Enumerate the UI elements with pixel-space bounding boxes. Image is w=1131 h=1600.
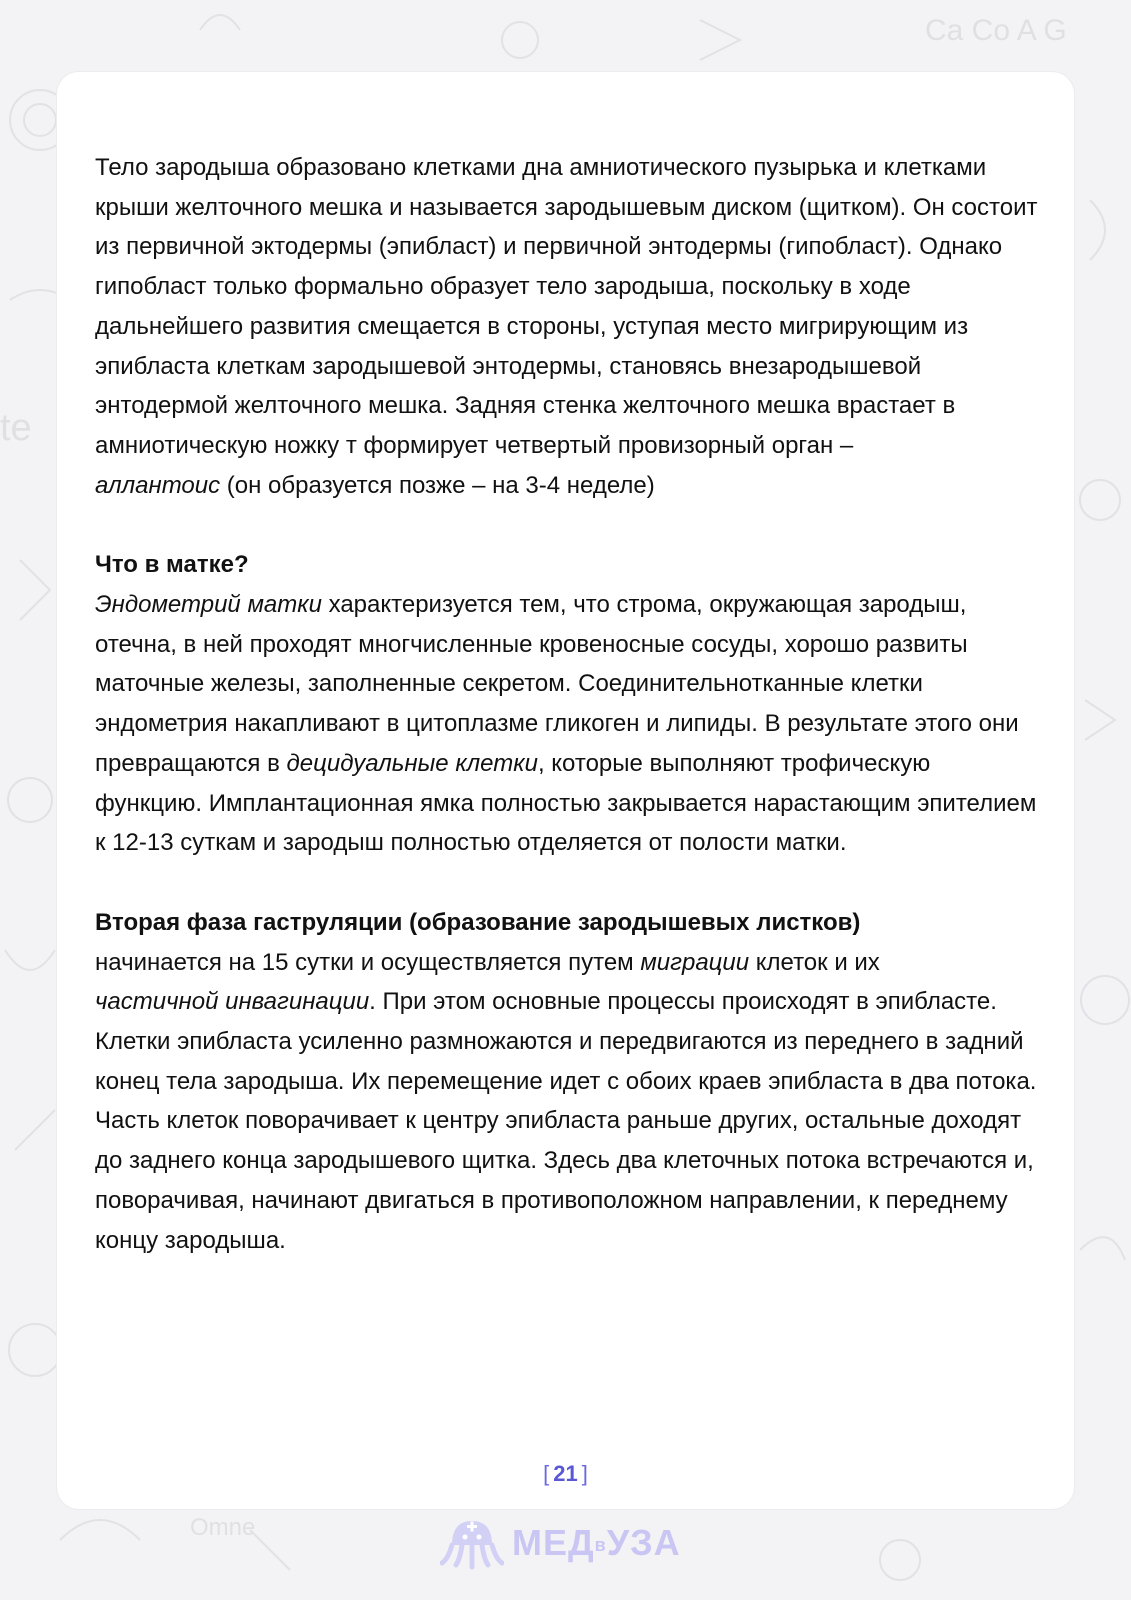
paragraph-gastrulation-text: начинается на 15 сутки и осуществляется путем [95, 948, 641, 976]
page-card [57, 72, 1074, 1509]
spacer [95, 863, 1040, 903]
spacer [95, 505, 1040, 545]
paragraph-embryo-body-text: Тело зародыша образовано клетками дна амниотического пузырька и клетками крыши желточного мешка и называется зародышевым диском (щитком). Он состоит из первичной эктодермы (эпибласт) и первичной энтодермы (гипобласт). Однако гипобласт только формально образует тело зародыша, поскольку в ходе дальнейшего развития смещается в стороны, уступая место мигрирующим из эпибласта клеткам зародышевой энтодермы, становясь внезародышевой энтодермой желточного мешка. Задняя стенка желточного мешка врастает в амниотическую ножку т формирует четвертый провизорный орган – [95, 154, 1038, 459]
logo-part-uza: УЗА [606, 1522, 681, 1563]
page-number [57, 1461, 1074, 1487]
page-number-close-bracket: ] [581, 1461, 588, 1486]
term-allantois: аллантоис [95, 471, 221, 499]
page-number-open-bracket: [ [543, 1461, 550, 1486]
paragraph-uterus-text: характеризуется тем, что строма, окружающая зародыш, отечна, в ней проходят многчисленные кровеносные сосуды, хорошо развиты маточные железы, заполненные секретом. Соединительнотканные клетки эндометрия накапливают в цитоплазме гликоген и липиды. В результате этого они превращаются в [95, 591, 1019, 777]
paragraph-gastrulation [95, 943, 1040, 1261]
paragraph-gastrulation-tail: . При этом основные процессы происходят в эпибласте. Клетки эпибласта усиленно размножаются и передвигаются из переднего в задний конец тела зародыша. Их перемещение идет с обоих краев эпибласта в два потока. Часть клеток поворачивает к центру эпибласта раньше других, остальные доходят до заднего конца зародышевого щитка. Здесь два клеточных потока встречаются и, поворачивая, начинают двигаться в противоположном направлении, к переднему концу зародыша. [95, 988, 1037, 1254]
page-content [95, 148, 1040, 1260]
logo-wordmark [512, 1522, 681, 1564]
paragraph-gastrulation-mid: клеток и их [749, 948, 880, 976]
term-migration: миграции [640, 948, 750, 976]
octopus-medic-icon [440, 1515, 504, 1571]
section-heading-uterus: Что в матке? [95, 551, 249, 579]
svg-text:Ca Co A G: Ca Co A G [925, 14, 1067, 47]
paragraph-uterus-tail: , которые выполняют трофическую функцию. Имплантационная ямка полностью закрывается нарастающим эпителием к 12-13 суткам и зародыш полностью отделяется от полости матки. [95, 749, 1037, 857]
logo-part-v: в [594, 1534, 607, 1555]
term-decidual-cells: децидуальные клетки [286, 749, 538, 777]
term-partial-invagination: частичной инвагинации [95, 988, 370, 1016]
svg-text:Omne: Omne [190, 1514, 256, 1541]
paragraph-embryo-body [95, 148, 1040, 505]
paragraph-embryo-body-tail: (он образуется позже – на 3-4 неделе) [220, 471, 655, 499]
paragraph-uterus [95, 585, 1040, 863]
page-number-value: 21 [553, 1461, 578, 1486]
section-heading-gastrulation: Вторая фаза гаструляции (образование зародышевых листков) [95, 908, 861, 936]
logo-part-med: МЕД [512, 1522, 595, 1563]
footer-logo [440, 1513, 700, 1573]
term-endometrium: Эндометрий матки [95, 591, 322, 619]
svg-text:te: te [0, 407, 32, 449]
